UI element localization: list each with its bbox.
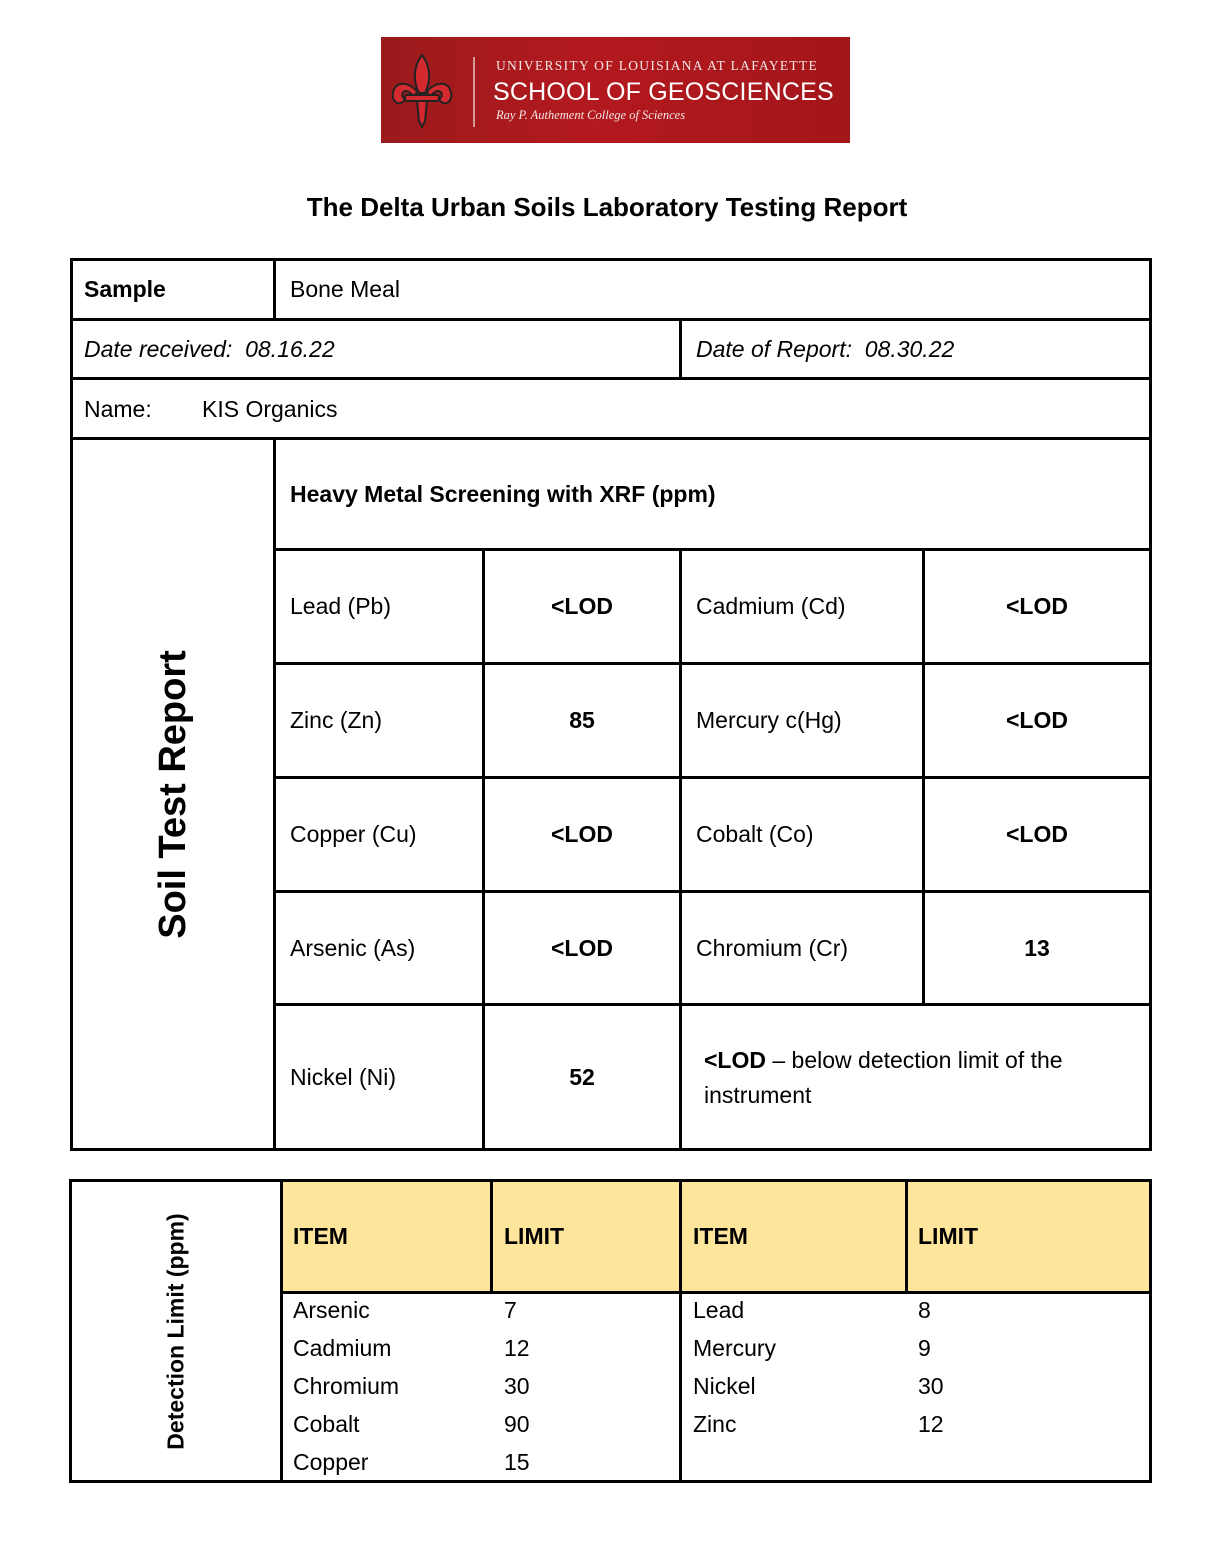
sample-label: Sample — [84, 276, 166, 302]
fleur-de-lis-icon — [389, 51, 455, 131]
element-name: Chromium (Cr) — [696, 934, 849, 961]
limit-value: 90 — [504, 1411, 530, 1437]
detection-limit-side-label: Detection Limit (ppm) — [162, 1212, 189, 1450]
element-value: 85 — [569, 707, 595, 733]
element-name: Cobalt (Co) — [696, 821, 814, 847]
school-name: SCHOOL OF GEOSCIENCES — [493, 78, 834, 106]
divider — [280, 1179, 283, 1483]
limit-value: 8 — [918, 1297, 931, 1323]
element-name: Arsenic (As) — [290, 934, 416, 961]
section-title: Heavy Metal Screening with XRF (ppm) — [290, 480, 716, 507]
limit-value: 7 — [504, 1297, 517, 1323]
element-value: <LOD — [551, 821, 613, 847]
element-value: 52 — [569, 1063, 595, 1090]
element-value: <LOD — [551, 593, 613, 619]
column-header-limit: LIMIT — [504, 1223, 565, 1249]
limit-value: 9 — [918, 1335, 931, 1361]
element-name: Mercury c(Hg) — [696, 707, 842, 733]
element-value: <LOD — [1006, 593, 1068, 619]
element-value: <LOD — [551, 934, 613, 961]
limit-item: Mercury — [693, 1335, 777, 1361]
limit-value: 12 — [504, 1335, 530, 1361]
element-name: Zinc (Zn) — [290, 707, 382, 733]
limit-item: Chromium — [293, 1373, 400, 1399]
date-received-value: 08.16.22 — [245, 335, 335, 362]
lod-note — [704, 1043, 1134, 1113]
column-header-item: ITEM — [693, 1223, 748, 1249]
limit-value: 30 — [504, 1373, 530, 1399]
divider — [490, 1179, 493, 1292]
element-value: 13 — [1024, 934, 1050, 961]
college-name: Ray P. Authement College of Sciences — [496, 108, 686, 122]
date-report-label: Date of Report: — [696, 335, 852, 362]
element-name: Lead (Pb) — [290, 593, 392, 619]
element-name: Nickel (Ni) — [290, 1063, 397, 1090]
date-received-label: Date received: — [84, 335, 233, 362]
column-header-limit: LIMIT — [918, 1223, 979, 1249]
limit-item: Cadmium — [293, 1335, 392, 1361]
name-value: KIS Organics — [202, 395, 338, 422]
soil-test-report-side-label: Soil Test Report — [151, 649, 194, 939]
element-name: Cadmium (Cd) — [696, 593, 846, 619]
school-logo-banner — [381, 37, 850, 143]
limit-value: 30 — [918, 1373, 944, 1399]
divider — [905, 1179, 908, 1292]
element-name: Copper (Cu) — [290, 821, 417, 847]
university-name: UNIVERSITY OF LOUISIANA AT LAFAYETTE — [496, 58, 819, 73]
date-received — [70, 321, 679, 377]
limit-value: 15 — [504, 1449, 530, 1475]
limit-value: 12 — [918, 1411, 944, 1437]
limit-item: Lead — [693, 1297, 745, 1323]
lod-note-definition: – below detection limit of the instrument — [704, 1047, 1063, 1108]
date-report-value: 08.30.22 — [864, 335, 955, 362]
divider — [679, 1179, 682, 1483]
limit-item: Cobalt — [293, 1411, 360, 1437]
client-name — [70, 380, 1146, 438]
limit-item: Nickel — [693, 1373, 756, 1399]
lod-note-term: <LOD — [704, 1047, 766, 1073]
name-label: Name: — [84, 395, 152, 422]
date-of-report — [682, 321, 1146, 377]
limit-item: Copper — [293, 1449, 369, 1475]
limit-item: Zinc — [693, 1411, 737, 1437]
column-header-item: ITEM — [293, 1223, 348, 1249]
report-title: The Delta Urban Soils Laboratory Testing Report — [306, 192, 908, 222]
sample-value: Bone Meal — [290, 276, 400, 302]
limit-item: Arsenic — [293, 1297, 370, 1323]
element-value: <LOD — [1006, 707, 1068, 733]
element-value: <LOD — [1006, 821, 1068, 847]
divider — [280, 1291, 1152, 1294]
logo-divider — [473, 57, 475, 127]
